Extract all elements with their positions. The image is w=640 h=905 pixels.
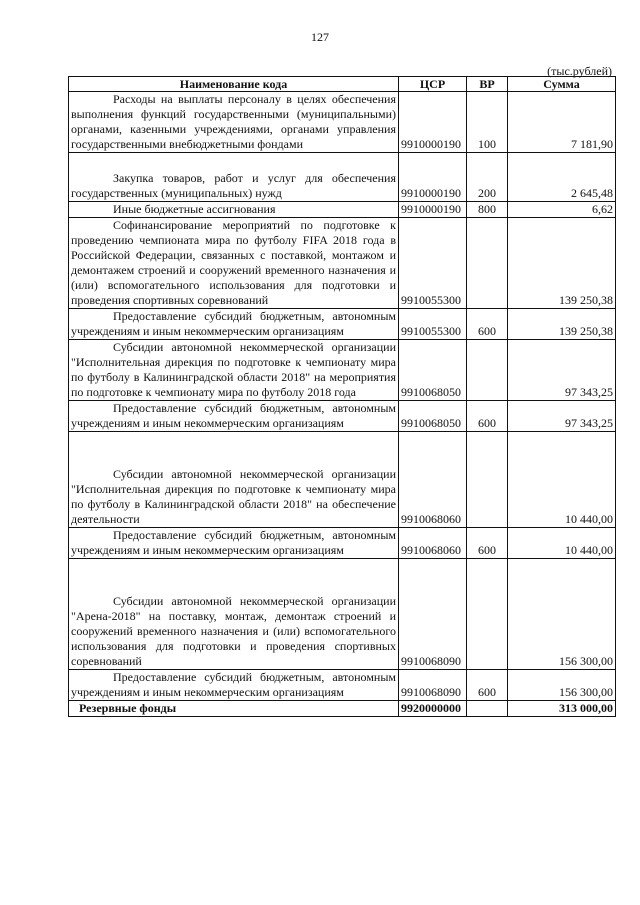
row-name: Субсидии автономной некоммерческой организации "Исполнительная дирекция по подготовке к чемпионату мира по футболу в Калининградской области 2018" на мероприятия по подготовке к чемпионату мира по футболу 2018 года xyxy=(69,340,399,401)
row-sum: 156 300,00 xyxy=(508,670,616,701)
table-row xyxy=(69,202,616,218)
row-name: Предоставление субсидий бюджетным, автономным учреждениям и иным некоммерческим организациям xyxy=(69,670,399,701)
row-name: Субсидии автономной некоммерческой организации "Исполнительная дирекция по подготовке к чемпионату мира по футболу в Калининградской области 2018" на обеспечение деятельности xyxy=(69,432,399,528)
header-vr: ВР xyxy=(467,77,508,92)
row-csr: 9910068060 xyxy=(399,432,467,528)
row-vr: 600 xyxy=(467,401,508,432)
row-sum: 97 343,25 xyxy=(508,401,616,432)
row-sum: 139 250,38 xyxy=(508,218,616,309)
row-sum: 313 000,00 xyxy=(508,701,616,717)
row-sum: 10 440,00 xyxy=(508,432,616,528)
row-csr: 9910000190 xyxy=(399,92,467,153)
table-row xyxy=(69,309,616,340)
header-sum: Сумма xyxy=(508,77,616,92)
page-number: 127 xyxy=(311,30,329,44)
row-vr: 100 xyxy=(467,92,508,153)
table-row xyxy=(69,153,616,202)
row-csr: 9910068090 xyxy=(399,670,467,701)
row-csr: 9910068050 xyxy=(399,401,467,432)
row-csr: 9910068060 xyxy=(399,528,467,559)
table-row xyxy=(69,401,616,432)
row-sum: 97 343,25 xyxy=(508,340,616,401)
row-name: Иные бюджетные ассигнования xyxy=(69,202,399,218)
table-row xyxy=(69,92,616,153)
row-vr xyxy=(467,559,508,670)
table-row xyxy=(69,670,616,701)
row-vr xyxy=(467,432,508,528)
row-vr: 600 xyxy=(467,528,508,559)
table-row xyxy=(69,432,616,528)
row-csr: 9910000190 xyxy=(399,202,467,218)
row-vr xyxy=(467,701,508,717)
row-vr: 600 xyxy=(467,309,508,340)
row-vr: 800 xyxy=(467,202,508,218)
row-name: Софинансирование мероприятий по подготовке к проведению чемпионата мира по футболу FIFA 2018 года в Российской Федерации, связанных с поставкой, монтажом и демонтажем строений и сооружений временного назначения и (или) вспомогательного использования для подготовки и проведения спортивных соревнований xyxy=(69,218,399,309)
row-name: Предоставление субсидий бюджетным, автономным учреждениям и иным некоммерческим организациям xyxy=(69,309,399,340)
row-csr: 9910055300 xyxy=(399,309,467,340)
row-sum: 139 250,38 xyxy=(508,309,616,340)
table-header-row xyxy=(69,77,616,92)
table-row xyxy=(69,340,616,401)
table-row xyxy=(69,218,616,309)
row-csr: 9910000190 xyxy=(399,153,467,202)
row-vr xyxy=(467,340,508,401)
header-name: Наименование кода xyxy=(69,77,399,92)
table-row xyxy=(69,559,616,670)
row-name: Субсидии автономной некоммерческой организации "Арена-2018" на поставку, монтаж, демонтаж строений и сооружений временного назначения и (или) вспомогательного использования для подготовки и проведения спортивных соревнований xyxy=(69,559,399,670)
row-name: Предоставление субсидий бюджетным, автономным учреждениям и иным некоммерческим организациям xyxy=(69,528,399,559)
row-csr: 9920000000 xyxy=(399,701,467,717)
row-name: Расходы на выплаты персоналу в целях обеспечения выполнения функций государственными (муниципальными) органами, казенными учреждениями, органами управления государственными внебюджетными фондами xyxy=(69,92,399,153)
row-name: Закупка товаров, работ и услуг для обеспечения государственных (муниципальных) нужд xyxy=(69,153,399,202)
row-sum: 10 440,00 xyxy=(508,528,616,559)
row-vr: 200 xyxy=(467,153,508,202)
table-row-total xyxy=(69,701,616,717)
budget-table xyxy=(68,76,616,717)
row-sum: 7 181,90 xyxy=(508,92,616,153)
row-csr: 9910068050 xyxy=(399,340,467,401)
row-name: Предоставление субсидий бюджетным, автономным учреждениям и иным некоммерческим организациям xyxy=(69,401,399,432)
row-vr: 600 xyxy=(467,670,508,701)
row-vr xyxy=(467,218,508,309)
row-name: Резервные фонды xyxy=(69,701,399,717)
row-sum: 2 645,48 xyxy=(508,153,616,202)
row-csr: 9910068090 xyxy=(399,559,467,670)
table-row xyxy=(69,528,616,559)
header-csr: ЦСР xyxy=(399,77,467,92)
unit-note: (тыс.рублей) xyxy=(547,64,612,78)
row-sum: 156 300,00 xyxy=(508,559,616,670)
row-sum: 6,62 xyxy=(508,202,616,218)
row-csr: 9910055300 xyxy=(399,218,467,309)
